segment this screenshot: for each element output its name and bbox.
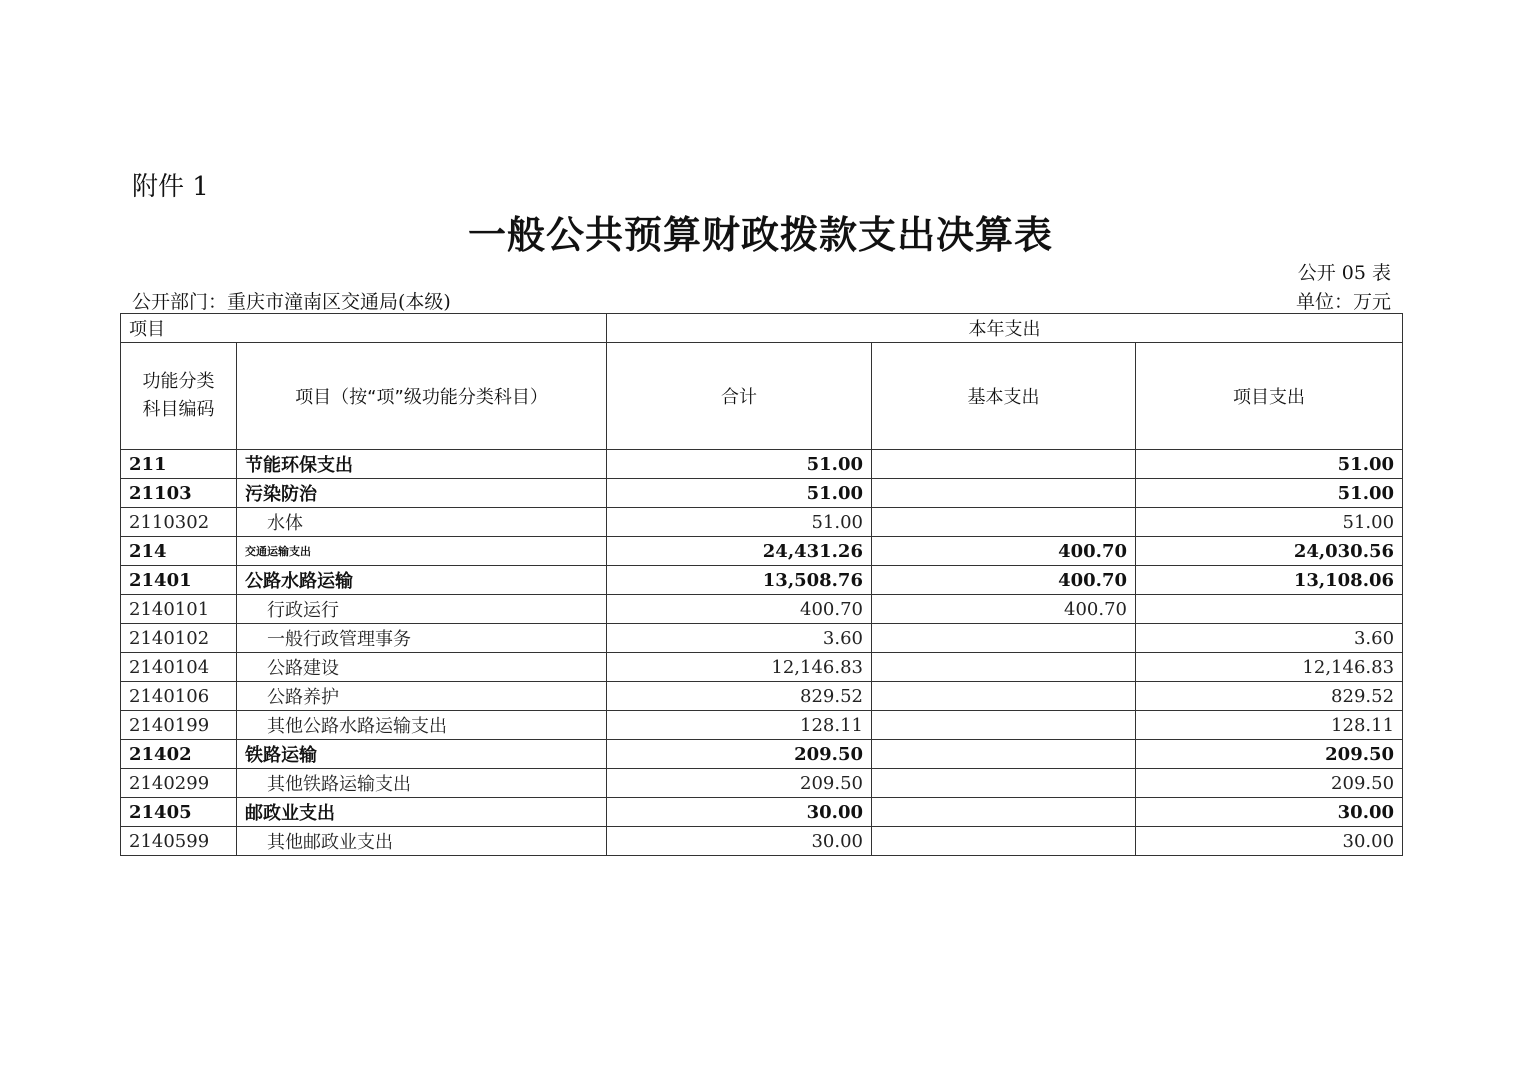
page-title: 一般公共预算财政拨款支出决算表	[467, 213, 1053, 257]
cell-total: 51.00	[607, 479, 872, 508]
cell-project	[1136, 595, 1403, 624]
header-total: 合计	[607, 343, 872, 450]
header-current-year: 本年支出	[607, 314, 1403, 343]
cell-code: 21402	[121, 740, 237, 769]
cell-total: 829.52	[607, 682, 872, 711]
cell-code: 21103	[121, 479, 237, 508]
cell-name: 污染防治	[237, 479, 607, 508]
cell-name: 行政运行	[237, 595, 607, 624]
unit-label: 单位：万元	[1295, 291, 1391, 313]
cell-total: 51.00	[607, 508, 872, 537]
table-row	[121, 566, 1403, 595]
cell-project: 3.60	[1136, 624, 1403, 653]
cell-name: 交通运输支出	[237, 537, 607, 566]
cell-basic	[872, 508, 1136, 537]
cell-name: 公路水路运输	[237, 566, 607, 595]
header-row-1	[121, 314, 1403, 343]
cell-code: 21401	[121, 566, 237, 595]
cell-total: 13,508.76	[607, 566, 872, 595]
cell-code: 2140101	[121, 595, 237, 624]
cell-basic	[872, 624, 1136, 653]
cell-name: 节能环保支出	[237, 450, 607, 479]
cell-project: 24,030.56	[1136, 537, 1403, 566]
cell-code: 2140102	[121, 624, 237, 653]
cell-project: 51.00	[1136, 479, 1403, 508]
cell-basic	[872, 827, 1136, 856]
table-row	[121, 769, 1403, 798]
table-row	[121, 827, 1403, 856]
cell-name: 其他公路水路运输支出	[237, 711, 607, 740]
cell-name: 公路养护	[237, 682, 607, 711]
table-row	[121, 479, 1403, 508]
cell-project: 51.00	[1136, 450, 1403, 479]
cell-total: 3.60	[607, 624, 872, 653]
table-row	[121, 682, 1403, 711]
cell-project: 209.50	[1136, 740, 1403, 769]
cell-project: 30.00	[1136, 827, 1403, 856]
cell-project: 128.11	[1136, 711, 1403, 740]
cell-name: 水体	[237, 508, 607, 537]
cell-basic	[872, 740, 1136, 769]
cell-name: 一般行政管理事务	[237, 624, 607, 653]
header-project: 项目	[121, 314, 607, 343]
cell-project: 30.00	[1136, 798, 1403, 827]
table-row	[121, 450, 1403, 479]
cell-code: 2140599	[121, 827, 237, 856]
table-row	[121, 653, 1403, 682]
cell-name: 铁路运输	[237, 740, 607, 769]
header-row-2	[121, 343, 1403, 450]
cell-name: 其他铁路运输支出	[237, 769, 607, 798]
table-row	[121, 798, 1403, 827]
cell-basic	[872, 479, 1136, 508]
cell-code: 2140299	[121, 769, 237, 798]
department-label: 公开部门：重庆市潼南区交通局(本级)	[132, 291, 451, 313]
cell-total: 128.11	[607, 711, 872, 740]
table-number: 公开 05 表	[1297, 262, 1391, 284]
cell-project: 209.50	[1136, 769, 1403, 798]
cell-basic: 400.70	[872, 566, 1136, 595]
cell-name: 其他邮政业支出	[237, 827, 607, 856]
cell-name: 公路建设	[237, 653, 607, 682]
table-row	[121, 595, 1403, 624]
cell-code: 211	[121, 450, 237, 479]
header-name: 项目（按“项”级功能分类科目）	[237, 343, 607, 450]
cell-project: 13,108.06	[1136, 566, 1403, 595]
cell-code: 2140104	[121, 653, 237, 682]
table-row	[121, 508, 1403, 537]
cell-total: 51.00	[607, 450, 872, 479]
cell-code: 2110302	[121, 508, 237, 537]
cell-basic	[872, 711, 1136, 740]
cell-basic	[872, 450, 1136, 479]
cell-basic	[872, 769, 1136, 798]
cell-basic: 400.70	[872, 595, 1136, 624]
cell-code: 2140106	[121, 682, 237, 711]
cell-total: 12,146.83	[607, 653, 872, 682]
cell-total: 30.00	[607, 798, 872, 827]
expenditure-table	[120, 313, 1403, 856]
cell-project: 829.52	[1136, 682, 1403, 711]
cell-total: 400.70	[607, 595, 872, 624]
table-row	[121, 740, 1403, 769]
cell-total: 209.50	[607, 769, 872, 798]
cell-code: 214	[121, 537, 237, 566]
header-basic: 基本支出	[872, 343, 1136, 450]
cell-total: 209.50	[607, 740, 872, 769]
attachment-label: 附件 1	[132, 172, 209, 202]
cell-name: 邮政业支出	[237, 798, 607, 827]
table-row	[121, 537, 1403, 566]
cell-total: 30.00	[607, 827, 872, 856]
table-row	[121, 711, 1403, 740]
cell-project: 51.00	[1136, 508, 1403, 537]
cell-project: 12,146.83	[1136, 653, 1403, 682]
cell-basic: 400.70	[872, 537, 1136, 566]
header-project-exp: 项目支出	[1136, 343, 1403, 450]
cell-total: 24,431.26	[607, 537, 872, 566]
cell-code: 21405	[121, 798, 237, 827]
cell-basic	[872, 682, 1136, 711]
table-row	[121, 624, 1403, 653]
header-code: 功能分类科目编码	[121, 343, 237, 450]
cell-code: 2140199	[121, 711, 237, 740]
cell-basic	[872, 798, 1136, 827]
cell-basic	[872, 653, 1136, 682]
